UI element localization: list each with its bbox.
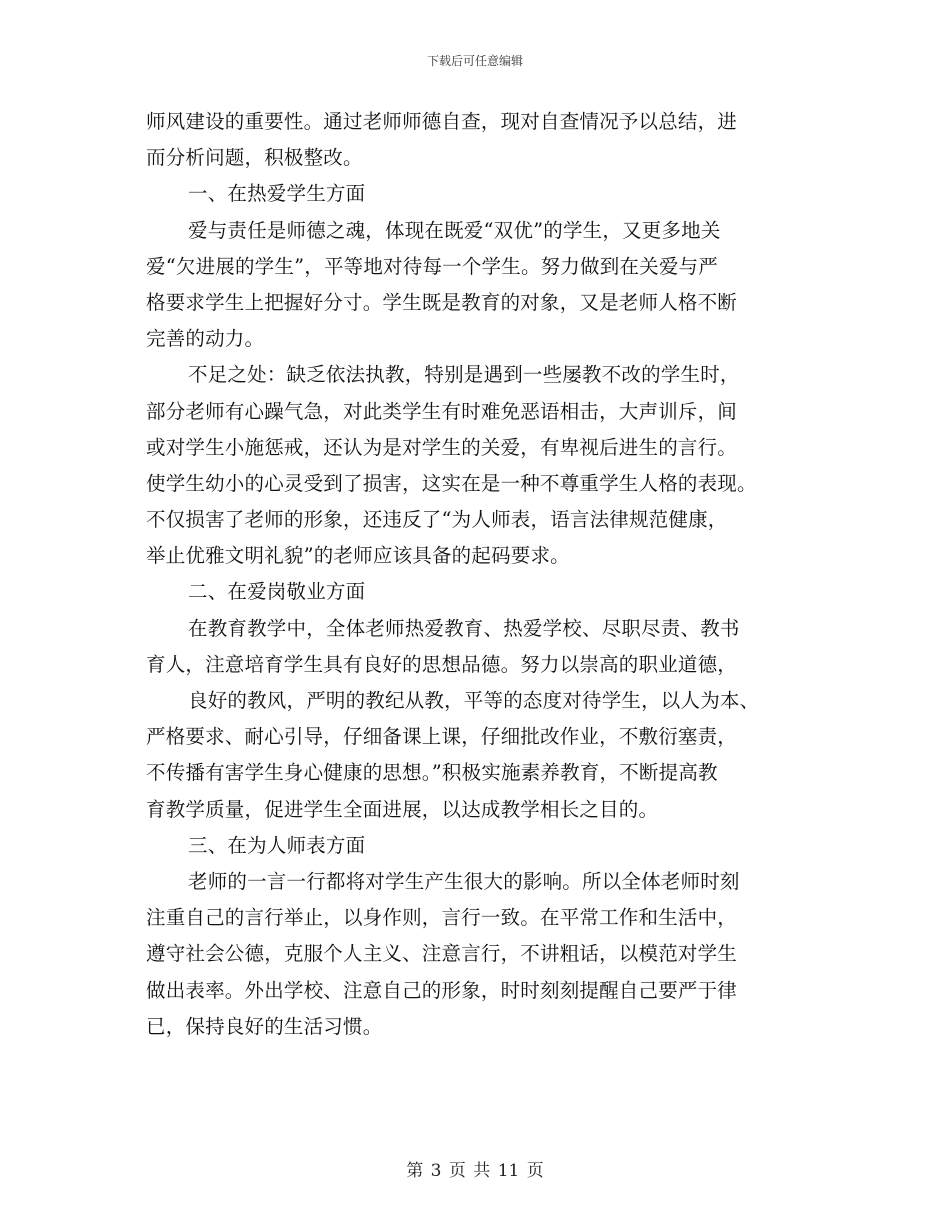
text-line: 已，保持良好的生活习惯。 — [146, 1014, 383, 1038]
text-line: 育人，注意培育学生具有良好的思想品德。努力以崇高的职业道德， — [146, 652, 738, 676]
document-body — [146, 104, 826, 1045]
text-line: 师风建设的重要性。通过老师师德自查，现对自查情况予以总结，进 — [146, 110, 738, 133]
page-header: 下载后可任意编辑 — [426, 54, 523, 68]
text-line: 使学生幼小的心灵受到了损害，这实在是一种不尊重学生人格的表现。 — [146, 471, 757, 495]
text-line: 在教育教学中，全体老师热爱教育、热爱学校、尽职尽责、教书 — [188, 616, 740, 640]
text-line: 不足之处：缺乏依法执教，特别是遇到一些屡教不改的学生时， — [188, 363, 740, 387]
text-line: 完善的动力。 — [146, 327, 265, 351]
text-line: 不传播有害学生身心健康的思想。”积极实施素养教育，不断提高教 — [146, 761, 718, 785]
text-line: 做出表率。外出学校、注意自己的形象，时时刻刻提醒自己要严于律 — [146, 978, 738, 1002]
text-line: 部分老师有心躁气急，对此类学生有时难免恶语相击，大声训斥，间 — [146, 399, 738, 423]
text-line: 爱“欠进展的学生”，平等地对待每一个学生。努力做到在关爱与严 — [146, 254, 718, 278]
text-line: 一、在热爱学生方面 — [188, 182, 366, 206]
text-line: 而分析问题，积极整改。 — [146, 146, 363, 170]
text-line: 二、在爱岗敬业方面 — [188, 580, 366, 604]
text-line: 育教学质量，促进学生全面进展，以达成教学相长之目的。 — [146, 797, 659, 821]
text-line: 格要求学生上把握好分寸。学生既是教育的对象，又是老师人格不断 — [146, 290, 738, 314]
text-line: 注重自己的言行举止，以身作则，言行一致。在平常工作和生活中， — [146, 906, 738, 930]
text-line: 不仅损害了老师的形象，还违反了“为人师表，语言法律规范健康， — [146, 508, 728, 532]
text-line: 遵守社会公德，克服个人主义、注意言行，不讲粗话，以模范对学生 — [146, 942, 738, 966]
text-line: 三、在为人师表方面 — [188, 833, 366, 857]
text-line: 老师的一言一行都将对学生产生很大的影响。所以全体老师时刻 — [188, 869, 740, 893]
text-line: 或对学生小施惩戒，还认为是对学生的关爱，有卑视后进生的言行。 — [146, 435, 738, 459]
page-footer: 第 3 页 共 11 页 — [406, 1161, 544, 1181]
text-line: 严格要求、耐心引导，仔细备课上课，仔细批改作业，不敷衍塞责， — [146, 725, 738, 749]
text-line: 良好的教风，严明的教纪从教，平等的态度对待学生，以人为本、 — [188, 689, 760, 712]
text-line: 举止优雅文明礼貌”的老师应该具备的起码要求。 — [146, 544, 570, 568]
text-line: 爱与责任是师德之魂，体现在既爱“双优”的学生，又更多地关 — [188, 218, 721, 242]
